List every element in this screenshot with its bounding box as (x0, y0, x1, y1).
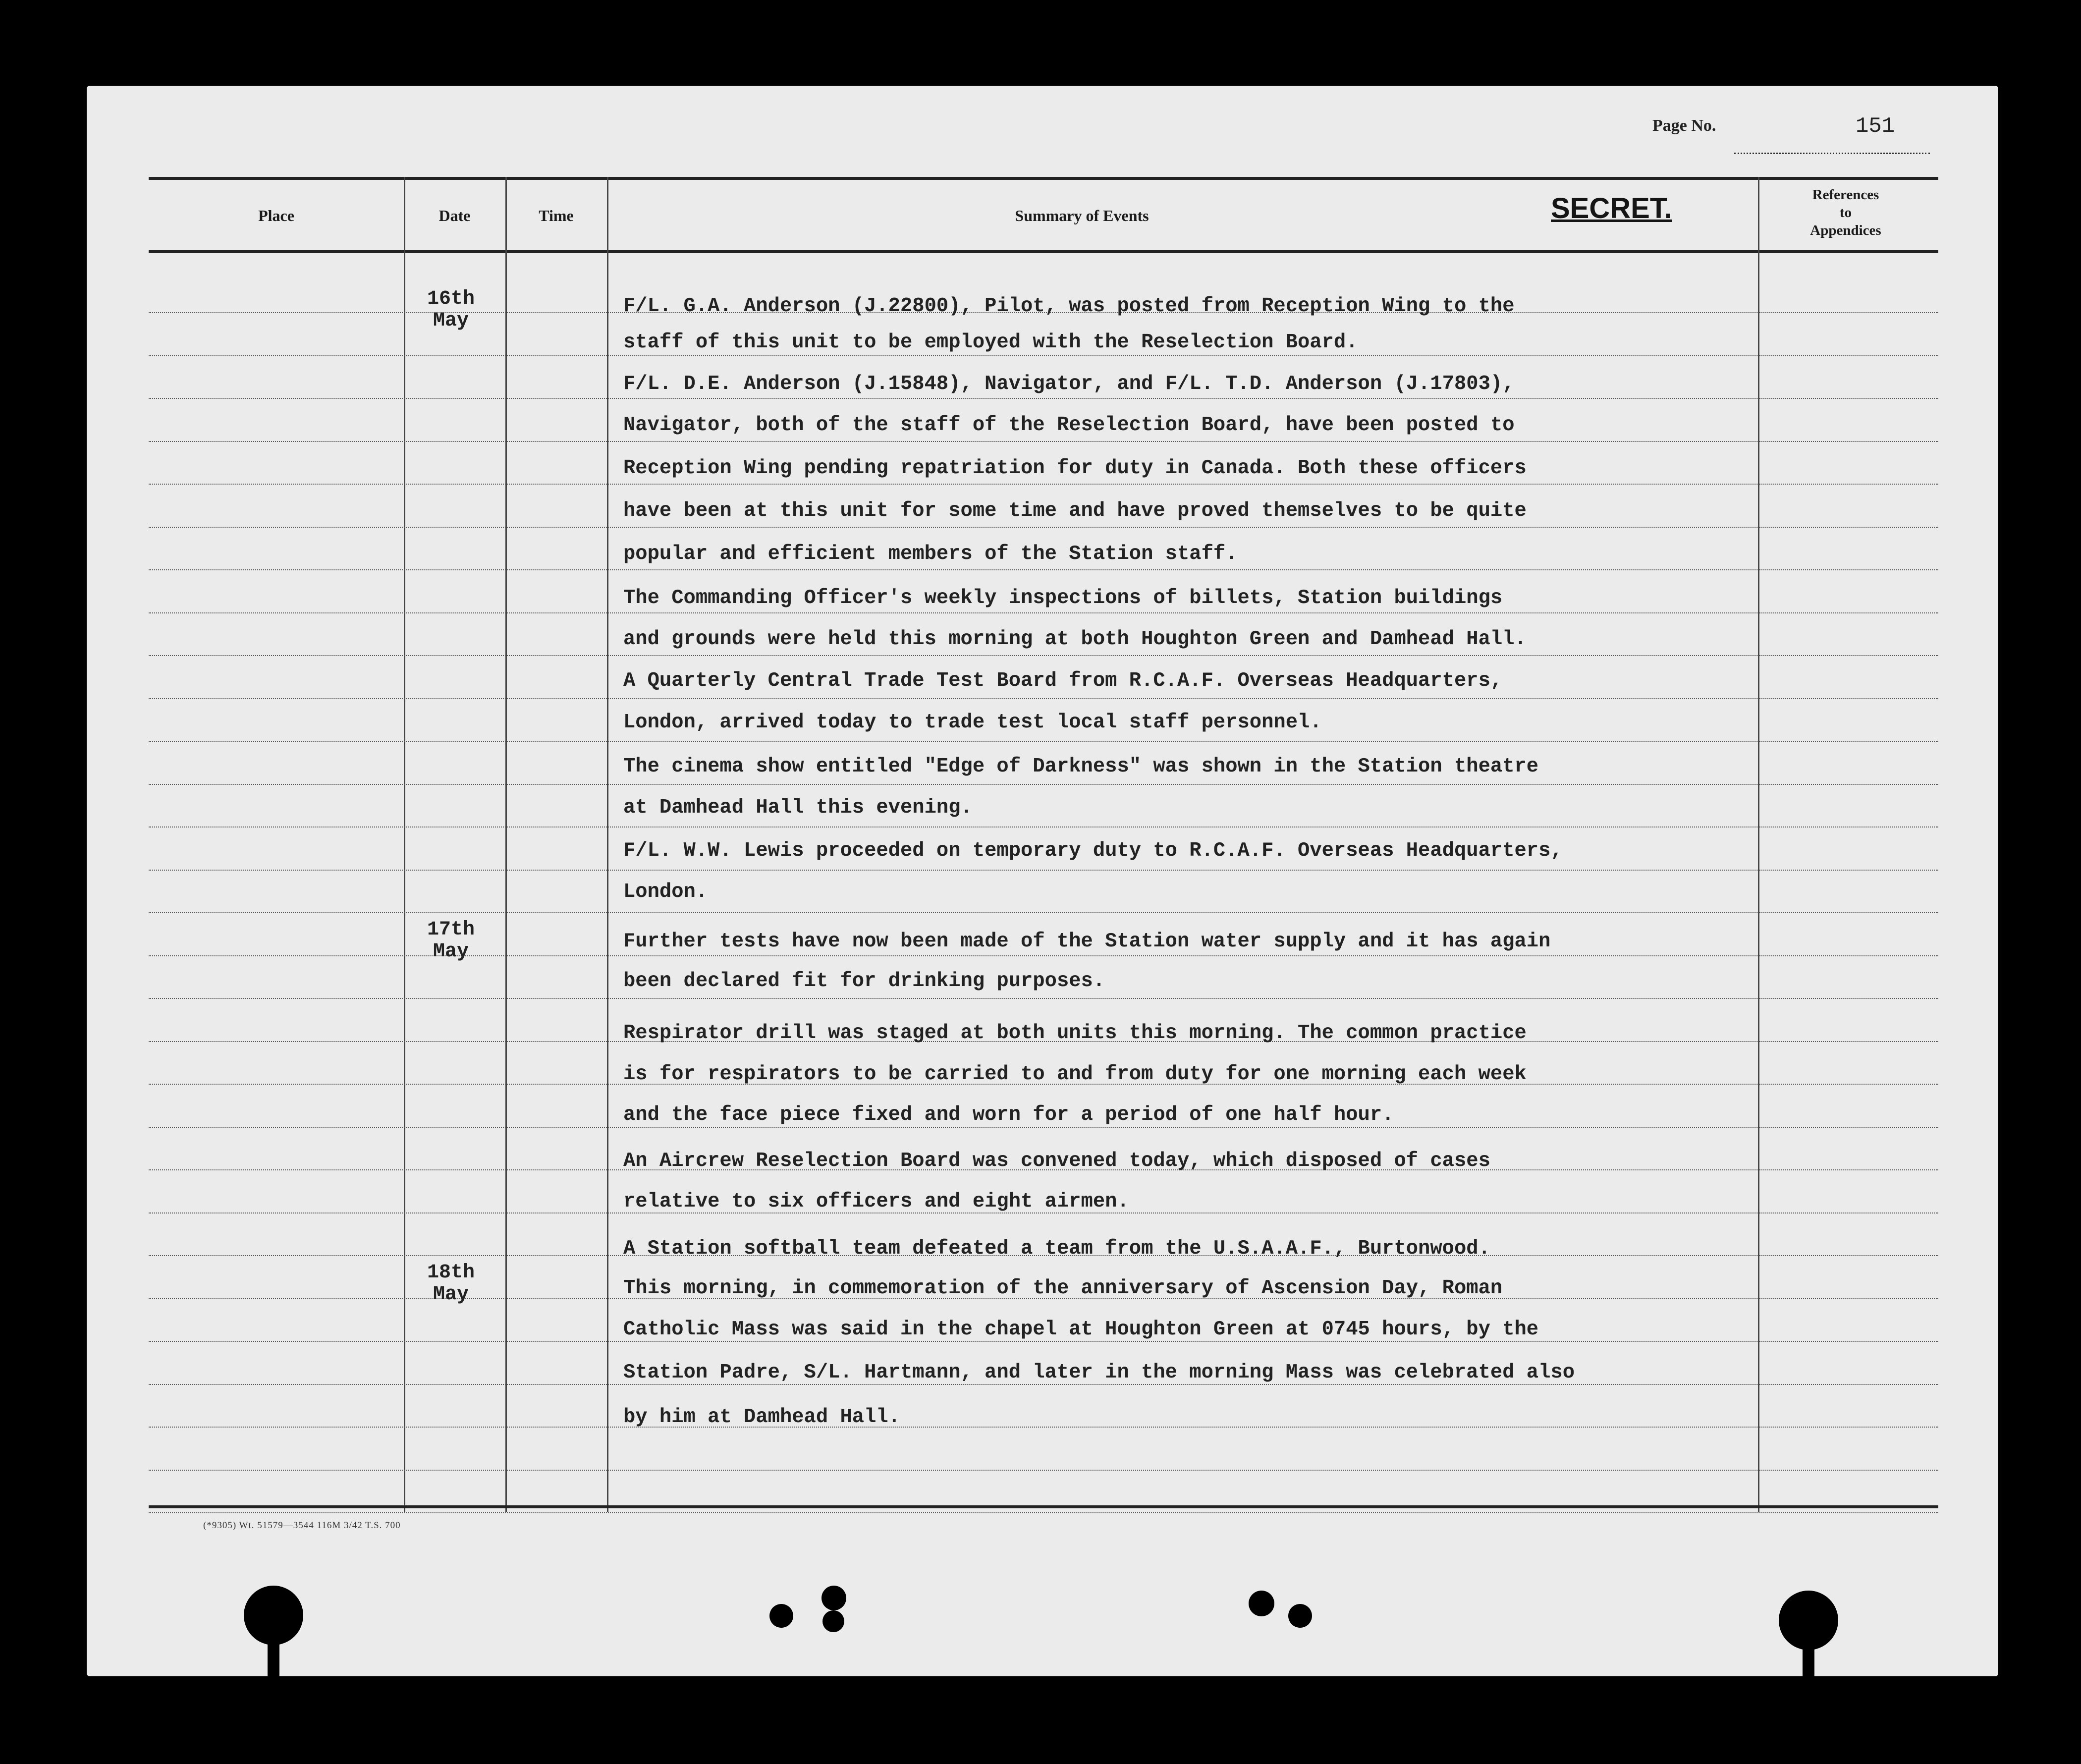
ruled-line (149, 1427, 1938, 1428)
ruled-line (149, 1512, 1938, 1513)
summary-line: London. (623, 881, 708, 903)
header-top-rule (149, 177, 1938, 180)
divider-summary-references (1758, 177, 1759, 1512)
summary-line: The Commanding Officer's weekly inspections of billets, Station buildings (623, 587, 1503, 609)
summary-line: Respirator drill was staged at both units this morning. The common practice (623, 1022, 1527, 1045)
ruled-line (149, 655, 1938, 656)
ruled-line (149, 698, 1938, 699)
summary-line: Further tests have now been made of the Station water supply and it has again (623, 930, 1551, 953)
summary-line: Navigator, both of the staff of the Reselection Board, have been posted to (623, 414, 1515, 437)
column-header-references: References to Appendices (1810, 187, 1881, 238)
column-header-place: Place (258, 207, 294, 224)
summary-line: Catholic Mass was said in the chapel at Houghton Green at 0745 hours, by the (623, 1318, 1539, 1341)
punch-mark (1288, 1604, 1312, 1628)
page-number-label: Page No. (1652, 116, 1716, 135)
divider-time-summary (607, 177, 608, 1512)
summary-line: by him at Damhead Hall. (623, 1406, 900, 1429)
summary-line: London, arrived today to trade test local staff personnel. (623, 711, 1322, 734)
printer-imprint: (*9305) Wt. 51579—3544 116M 3/42 T.S. 700 (203, 1520, 401, 1531)
summary-line: and the face piece fixed and worn for a period of one half hour. (623, 1103, 1394, 1126)
binder-slot-right (1803, 1640, 1814, 1680)
summary-line: popular and efficient members of the Station staff. (623, 543, 1238, 565)
summary-line: have been at this unit for some time and have proved themselves to be quite (623, 499, 1527, 522)
ruled-line (149, 569, 1938, 570)
diary-page (87, 86, 1998, 1676)
summary-line: is for respirators to be carried to and from duty for one morning each week (623, 1063, 1527, 1086)
punch-mark (1249, 1591, 1274, 1616)
ruled-line (149, 355, 1938, 356)
divider-date-time (505, 177, 507, 1512)
summary-line: relative to six officers and eight airmen. (623, 1190, 1129, 1213)
summary-line: A Quarterly Central Trade Test Board from R.C.A.F. Overseas Headquarters, (623, 669, 1503, 692)
punch-mark (769, 1604, 793, 1628)
summary-line: A Station softball team defeated a team from the U.S.A.A.F., Burtonwood. (623, 1237, 1490, 1260)
divider-place-date (404, 177, 405, 1512)
ruled-line (149, 1470, 1938, 1471)
ruled-line (149, 870, 1938, 871)
summary-line: Reception Wing pending repatriation for duty in Canada. Both these officers (623, 457, 1527, 480)
ruled-line (149, 612, 1938, 613)
ruled-line (149, 741, 1938, 742)
ruled-line (149, 441, 1938, 442)
column-header-date: Date (438, 207, 471, 224)
punch-mark (822, 1610, 844, 1632)
summary-line: This morning, in commemoration of the anniversary of Ascension Day, Roman (623, 1277, 1503, 1300)
page-number-underline (1734, 153, 1930, 154)
summary-line: at Damhead Hall this evening. (623, 796, 973, 819)
summary-line: The cinema show entitled "Edge of Darkness" was shown in the Station theatre (623, 755, 1539, 778)
summary-line: been declared fit for drinking purposes. (623, 970, 1105, 992)
summary-line: An Aircrew Reselection Board was convened today, which disposed of cases (623, 1150, 1490, 1172)
header-bottom-rule (149, 250, 1938, 253)
footer-rule (149, 1505, 1938, 1508)
summary-line: F/L. G.A. Anderson (J.22800), Pilot, was posted from Reception Wing to the (623, 295, 1515, 318)
column-header-time: Time (539, 207, 574, 224)
ruled-line (149, 998, 1938, 999)
column-header-summary: Summary of Events (1015, 207, 1149, 224)
summary-line: F/L. W.W. Lewis proceeded on temporary duty to R.C.A.F. Overseas Headquarters, (623, 839, 1563, 862)
date-17th-may: 17th May (427, 919, 475, 963)
punch-mark (821, 1586, 846, 1610)
ruled-line (149, 484, 1938, 485)
page-number-value: 151 (1856, 114, 1895, 139)
date-18th-may: 18th May (427, 1262, 475, 1306)
ruled-line (149, 398, 1938, 399)
summary-line: Station Padre, S/L. Hartmann, and later in the morning Mass was celebrated also (623, 1361, 1575, 1384)
summary-line: F/L. D.E. Anderson (J.15848), Navigator, and F/L. T.D. Anderson (J.17803), (623, 373, 1515, 395)
ruled-line (149, 527, 1938, 528)
summary-line: and grounds were held this morning at both Houghton Green and Damhead Hall. (623, 628, 1527, 651)
ruled-line (149, 784, 1938, 785)
date-16th-may: 16th May (427, 288, 475, 332)
ruled-line (149, 1127, 1938, 1128)
summary-line: staff of this unit to be employed with the Reselection Board. (623, 331, 1358, 354)
secret-classification: SECRET. (1551, 192, 1672, 224)
binder-slot-left (268, 1635, 279, 1680)
ruled-line (149, 1341, 1938, 1342)
ruled-line (149, 912, 1938, 913)
